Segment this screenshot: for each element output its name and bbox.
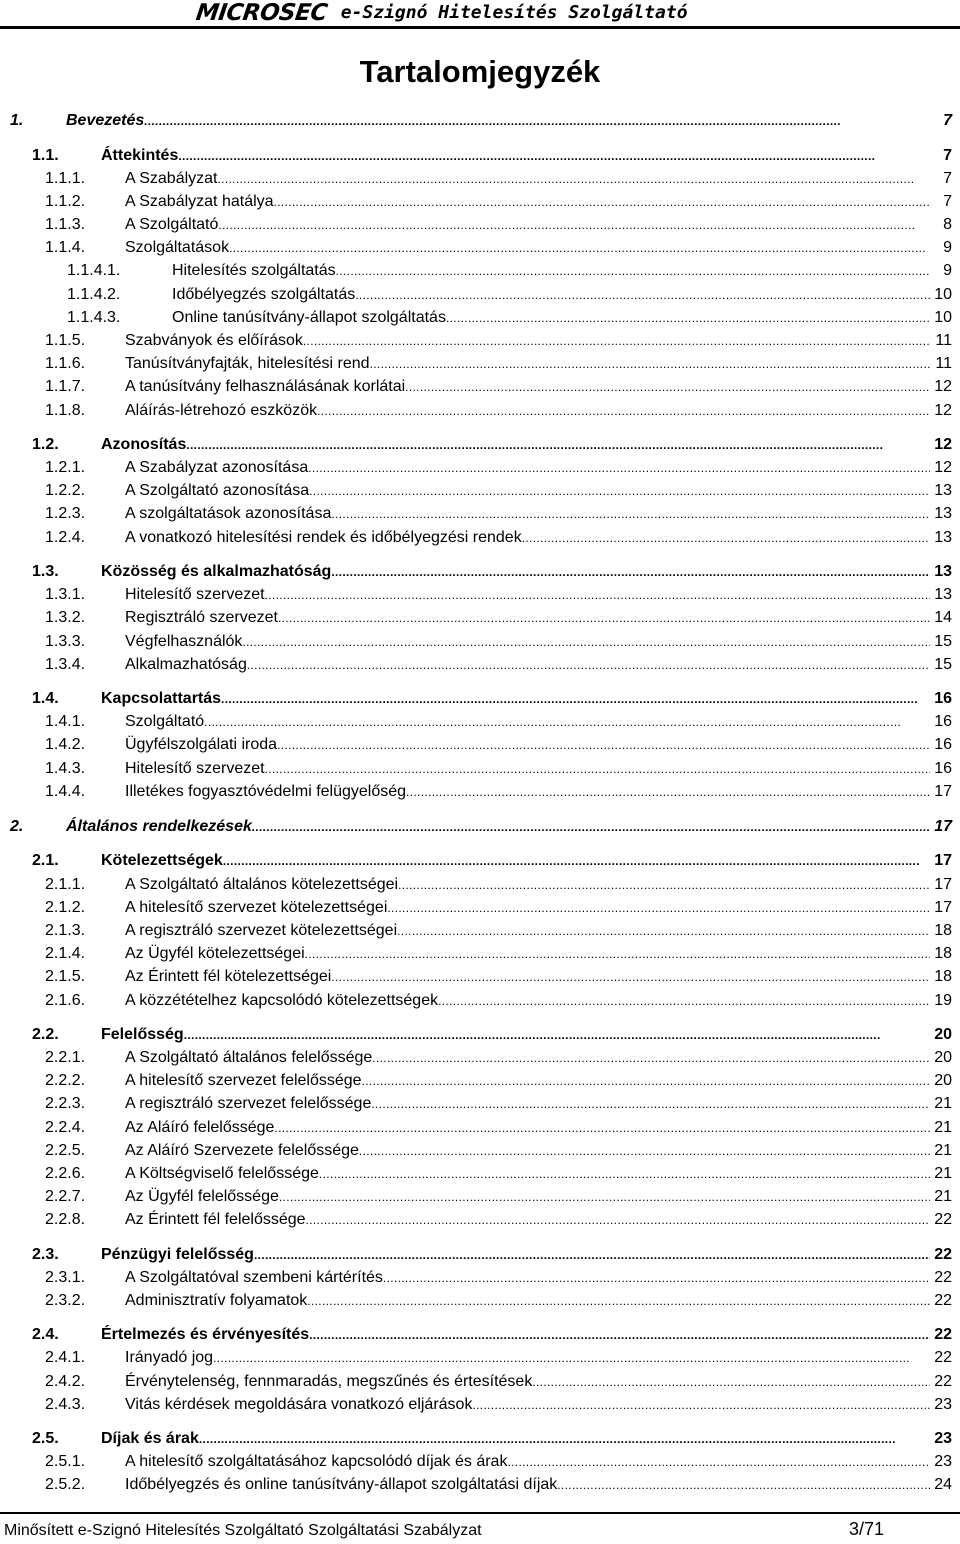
toc-entry[interactable] [0,1209,960,1231]
toc-entry-title: Szolgáltatások [125,239,230,256]
toc-entry-page: 17 [934,876,952,893]
toc-entry-number: 1.3.3. [45,633,86,650]
toc-entry-number: 2.1.1. [45,876,86,893]
toc-entry[interactable] [0,607,960,629]
toc-entry-title: Szabványok és előírások [125,332,303,349]
toc-entry[interactable] [0,168,960,190]
toc-entry[interactable] [0,353,960,375]
toc-entry-page: 12 [934,378,952,395]
toc-dot-leader [279,1186,930,1208]
toc-entry-title: A Szabályzat [125,170,218,187]
toc-dot-leader [331,561,930,583]
toc-entry[interactable] [0,434,960,456]
toc-entry[interactable] [0,897,960,919]
toc-entry[interactable] [0,376,960,398]
toc-entry-title: A Szolgáltató [125,216,219,233]
toc-entry[interactable] [0,457,960,479]
toc-entry-title: A Szabályzat azonosítása [125,459,309,476]
toc-entry[interactable] [0,1371,960,1393]
toc-entry-page: 21 [934,1095,952,1112]
toc-entry-page: 23 [934,1453,952,1470]
toc-entry[interactable] [0,1428,960,1450]
toc-entry-page: 22 [934,1292,952,1309]
toc-entry[interactable] [0,1244,960,1266]
toc-entry-title: Értelmezés és érvényesítés [101,1326,310,1343]
toc-dot-leader [336,260,930,282]
toc-entry-title: Az Érintett fél felelőssége [125,1211,306,1228]
toc-dot-leader [355,284,930,306]
toc-entry-number: 2.5.1. [45,1453,86,1470]
toc-entry-page: 13 [934,482,952,499]
toc-entry-page: 22 [934,1269,952,1286]
toc-entry[interactable] [0,214,960,236]
toc-entry-page: 7 [943,193,952,210]
toc-entry[interactable] [0,654,960,676]
toc-entry-page: 20 [934,1072,952,1089]
toc-entry-title: Alkalmazhatóság [125,656,247,673]
toc-entry[interactable] [0,584,960,606]
toc-entry-title: Bevezetés [66,112,145,129]
toc-dot-leader [144,110,930,132]
toc-entry-title: Az Aláíró felelőssége [125,1119,275,1136]
toc-entry-page: 23 [934,1430,952,1447]
toc-entry-number: 2.1. [32,852,59,869]
toc-entry-page: 20 [934,1049,952,1066]
toc-entry-number: 2.1.5. [45,968,86,985]
toc-entry-title: Az Ügyfél kötelezettségei [125,945,305,962]
toc-dot-leader [242,631,930,653]
toc-entry-title: A Szolgáltató azonosítása [125,482,310,499]
toc-entry-title: Áttekintés [101,147,179,164]
toc-entry-number: 1.2.3. [45,505,86,522]
toc-entry-number: 1.1.3. [45,216,86,233]
toc-entry-number: 2.1.3. [45,922,86,939]
toc-entry-page: 22 [934,1211,952,1228]
toc-entry-title: Tanúsítványfajták, hitelesítési rend [125,355,370,372]
toc-entry-page: 12 [934,436,952,453]
toc-entry-page: 11 [935,332,952,349]
toc-dot-leader [405,376,930,398]
toc-entry[interactable] [0,816,960,838]
toc-entry-title: Szolgáltató [125,713,205,730]
toc-entry[interactable] [0,284,960,306]
toc-entry-number: 1.3.1. [45,586,86,603]
toc-entry-page: 16 [934,713,952,730]
toc-entry-number: 1.1.4.1. [67,262,121,279]
document-title: Tartalomjegyzék [359,54,601,89]
toc-entry[interactable] [0,631,960,653]
toc-entry-number: 2.5.2. [45,1476,86,1493]
toc-entry-page: 13 [934,563,952,580]
toc-entry-page: 21 [934,1188,952,1205]
toc-entry-number: 2.1.2. [45,899,86,916]
toc-entry-page: 24 [934,1476,952,1493]
toc-entry-page: 20 [934,1026,952,1043]
toc-entry[interactable] [0,110,960,132]
toc-entry-page: 21 [934,1119,952,1136]
toc-entry-title: Végfelhasználók [125,633,243,650]
toc-dot-leader [274,191,930,213]
toc-entry-title: A vonatkozó hitelesítési rendek és időbélyegzési rendek [125,529,522,546]
toc-entry-title: Kapcsolattartás [101,690,222,707]
toc-entry-number: 1.4.2. [45,736,86,753]
toc-entry-number: 1.4. [32,690,59,707]
toc-dot-leader [372,1047,930,1069]
header-title: e-Szignó Hitelesítés Szolgáltató [340,2,688,23]
toc-entry[interactable] [0,1047,960,1069]
toc-entry[interactable] [0,1324,960,1346]
toc-entry[interactable] [0,503,960,525]
toc-entry[interactable] [0,307,960,329]
toc-dot-leader [522,527,930,549]
toc-entry-number: 2.2.5. [45,1142,86,1159]
toc-entry-title: Pénzügyi felelősség [101,1246,254,1263]
toc-entry[interactable] [0,1093,960,1115]
toc-entry-page: 13 [934,529,952,546]
toc-entry[interactable] [0,711,960,733]
toc-dot-leader [278,607,930,629]
toc-entry-number: 1. [10,112,24,129]
toc-dot-leader [308,457,930,479]
toc-dot-leader [229,237,930,259]
toc-entry-number: 1.2.4. [45,529,86,546]
toc-dot-leader [383,1267,930,1289]
toc-dot-leader [438,990,930,1012]
toc-entry-title: Időbélyegzés szolgáltatás [172,286,356,303]
toc-entry-number: 1.2.1. [45,459,86,476]
toc-entry-number: 1.1.7. [45,378,86,395]
toc-dot-leader [331,966,930,988]
toc-entry-title: Regisztráló szervezet [125,609,278,626]
toc-entry[interactable] [0,1394,960,1416]
toc-entry-number: 2.1.4. [45,945,86,962]
toc-entry-page: 17 [934,818,952,835]
toc-entry-page: 7 [943,147,952,164]
toc-entry[interactable] [0,330,960,352]
toc-entry-number: 2.4.2. [45,1373,86,1390]
toc-entry-page: 21 [934,1165,952,1182]
toc-entry-page: 16 [934,690,952,707]
toc-entry-number: 2.3. [32,1246,59,1263]
toc-entry[interactable] [0,1140,960,1162]
toc-entry-title: Online tanúsítvány-állapot szolgáltatás [172,309,446,326]
toc-entry-page: 17 [934,783,952,800]
toc-entry[interactable] [0,191,960,213]
toc-dot-leader [184,1024,930,1046]
toc-entry[interactable] [0,400,960,422]
footer-page-number: 3/71 [848,1519,884,1539]
toc-dot-leader [306,1209,930,1231]
toc-entry-page: 10 [934,286,952,303]
toc-entry-number: 1.1.4. [45,239,86,256]
toc-entry-title: A hitelesítő szervezet felelőssége [125,1072,362,1089]
toc-entry-number: 1.1.4.2. [67,286,121,303]
toc-entry-title: Hitelesítő szervezet [125,586,265,603]
toc-dot-leader [213,1347,930,1369]
toc-entry-page: 13 [934,505,952,522]
toc-dot-leader [218,168,931,190]
toc-entry[interactable] [0,850,960,872]
toc-entry-title: Az Ügyfél felelőssége [125,1188,279,1205]
toc-dot-leader [406,781,930,803]
toc-entry[interactable] [0,237,960,259]
toc-entry-title: Kötelezettségek [101,852,223,869]
toc-entry[interactable] [0,1163,960,1185]
toc-entry-page: 7 [943,170,952,187]
toc-entry-title: A Szolgáltató általános felelőssége [125,1049,373,1066]
toc-dot-leader [319,1163,930,1185]
toc-dot-leader [303,330,930,352]
toc-entry-page: 19 [934,992,952,1009]
toc-entry-number: 1.2.2. [45,482,86,499]
toc-entry-page: 14 [934,609,952,626]
toc-entry-number: 2.2.4. [45,1119,86,1136]
toc-dot-leader [370,353,930,375]
toc-entry-title: Általános rendelkezések [66,818,252,835]
toc-entry-title: A hitelesítő szolgáltatásához kapcsolódó díjak és árak [125,1453,508,1470]
toc-entry[interactable] [0,1070,960,1092]
toc-entry-title: Hitelesítés szolgáltatás [172,262,336,279]
toc-entry-number: 2.2.3. [45,1095,86,1112]
toc-entry-number: 2.2.6. [45,1165,86,1182]
toc-entry[interactable] [0,1451,960,1473]
toc-entry[interactable] [0,1024,960,1046]
toc-entry-title: Időbélyegzés és online tanúsítvány-állapot szolgáltatási díjak [125,1476,558,1493]
toc-entry-title: A tanúsítvány felhasználásának korlátai [125,378,406,395]
toc-entry-number: 1.4.3. [45,760,86,777]
toc-entry-title: A hitelesítő szervezet kötelezettségei [125,899,388,916]
toc-entry[interactable] [0,1267,960,1289]
toc-dot-leader [309,1324,930,1346]
toc-entry-title: A szolgáltatások azonosítása [125,505,332,522]
toc-entry-number: 1.3.2. [45,609,86,626]
toc-dot-leader [221,688,930,710]
toc-entry-page: 12 [934,402,952,419]
toc-dot-leader [359,1140,930,1162]
toc-entry-number: 2.4.1. [45,1349,86,1366]
toc-dot-leader [223,850,930,872]
toc-entry-number: 1.4.4. [45,783,86,800]
footer-divider [0,1512,960,1514]
toc-entry-title: A közzétételhez kapcsolódó kötelezettségek [125,992,439,1009]
toc-entry-number: 1.2. [32,436,59,453]
toc-entry[interactable] [0,966,960,988]
toc-entry-page: 22 [934,1373,952,1390]
toc-entry-page: 18 [934,945,952,962]
toc-dot-leader [199,1428,930,1450]
toc-entry-number: 1.3.4. [45,656,86,673]
toc-entry-number: 2.4. [32,1326,59,1343]
toc-entry-number: 1.3. [32,563,59,580]
toc-dot-leader [387,897,930,919]
toc-dot-leader [305,943,930,965]
toc-dot-leader [178,145,930,167]
toc-entry-title: A regisztráló szervezet kötelezettségei [125,922,398,939]
toc-entry-title: Felelősség [101,1026,184,1043]
toc-entry-page: 18 [934,968,952,985]
toc-dot-leader [362,1070,930,1092]
toc-entry-page: 15 [934,656,952,673]
toc-entry[interactable] [0,943,960,965]
toc-entry-number: 2.2.1. [45,1049,86,1066]
toc-entry[interactable] [0,781,960,803]
toc-entry-page: 23 [934,1396,952,1413]
toc-dot-leader [397,920,930,942]
toc-entry-page: 21 [934,1142,952,1159]
toc-dot-leader [307,1290,930,1312]
toc-entry-title: Irányadó jog [125,1349,214,1366]
toc-entry-page: 22 [934,1326,952,1343]
toc-entry[interactable] [0,1186,960,1208]
toc-dot-leader [277,734,930,756]
toc-dot-leader [265,584,930,606]
toc-entry-page: 17 [934,852,952,869]
toc-dot-leader [331,503,930,525]
toc-dot-leader [532,1371,930,1393]
toc-entry-number: 2.1.6. [45,992,86,1009]
toc-dot-leader [218,214,930,236]
toc-entry[interactable] [0,260,960,282]
toc-entry[interactable] [0,1117,960,1139]
toc-entry-page: 9 [943,239,952,256]
toc-entry-page: 18 [934,922,952,939]
toc-dot-leader [472,1394,930,1416]
toc-dot-leader [371,1093,930,1115]
toc-entry-number: 2.2. [32,1026,59,1043]
toc-entry-number: 1.1.4.3. [67,309,121,326]
toc-entry-title: Az Aláíró Szervezete felelőssége [125,1142,359,1159]
toc-entry-page: 16 [934,760,952,777]
toc-entry-number: 2.2.7. [45,1188,86,1205]
toc-entry[interactable] [0,920,960,942]
toc-entry-page: 16 [934,736,952,753]
toc-entry-number: 1.1. [32,147,59,164]
toc-entry-page: 7 [943,112,952,129]
toc-entry-title: Illetékes fogyasztóvédelmi felügyelőség [125,783,407,800]
toc-entry[interactable] [0,527,960,549]
toc-dot-leader [557,1474,930,1496]
toc-dot-leader [274,1117,930,1139]
toc-entry-number: 2.2.8. [45,1211,86,1228]
toc-entry-number: 1.1.8. [45,402,86,419]
toc-entry-title: A Szabályzat hatálya [125,193,274,210]
toc-dot-leader [252,816,930,838]
toc-entry[interactable] [0,688,960,710]
toc-dot-leader [398,874,930,896]
toc-entry-number: 1.4.1. [45,713,86,730]
toc-entry-page: 22 [934,1349,952,1366]
toc-entry-title: Adminisztratív folyamatok [125,1292,308,1309]
toc-entry-title: Azonosítás [101,436,187,453]
toc-entry-number: 2.3.1. [45,1269,86,1286]
toc-entry[interactable] [0,734,960,756]
toc-entry-number: 1.1.2. [45,193,86,210]
toc-entry[interactable] [0,990,960,1012]
toc-dot-leader [186,434,930,456]
footer-document-name: Minősített e-Szignó Hitelesítés Szolgáltató Szolgáltatási Szabályzat [4,1522,482,1539]
toc-entry-page: 12 [934,459,952,476]
toc-entry-number: 2. [10,818,24,835]
toc-entry-number: 2.3.2. [45,1292,86,1309]
company-logo: MICROSEC [194,0,329,26]
toc-dot-leader [446,307,930,329]
toc-dot-leader [309,480,930,502]
toc-entry[interactable] [0,1290,960,1312]
toc-dot-leader [317,400,930,422]
toc-entry-number: 2.4.3. [45,1396,86,1413]
toc-entry-title: Közösség és alkalmazhatóság [101,563,332,580]
toc-entry-number: 1.1.1. [45,170,86,187]
toc-entry-title: A Szolgáltatóval szembeni kártérítés [125,1269,383,1286]
toc-entry[interactable] [0,1347,960,1369]
toc-entry-page: 10 [934,309,952,326]
toc-entry-title: Hitelesítő szervezet [125,760,265,777]
toc-dot-leader [247,654,930,676]
toc-entry-number: 2.2.2. [45,1072,86,1089]
toc-dot-leader [507,1451,930,1473]
toc-entry-title: A Szolgáltató általános kötelezettségei [125,876,399,893]
toc-entry[interactable] [0,1474,960,1496]
toc-entry-title: Díjak és árak [101,1430,199,1447]
toc-entry-title: Vitás kérdések megoldására vonatkozó eljárások [125,1396,473,1413]
toc-entry-title: A regisztráló szervezet felelőssége [125,1095,372,1112]
toc-entry[interactable] [0,758,960,780]
toc-entry-title: Az Érintett fél kötelezettségei [125,968,332,985]
toc-entry-page: 11 [935,355,952,372]
toc-entry-page: 22 [934,1246,952,1263]
toc-entry-page: 8 [943,216,952,233]
toc-entry[interactable] [0,874,960,896]
toc-entry-page: 17 [934,899,952,916]
toc-entry[interactable] [0,480,960,502]
toc-entry-number: 1.1.6. [45,355,86,372]
toc-entry-page: 13 [934,586,952,603]
toc-dot-leader [265,758,930,780]
toc-entry[interactable] [0,145,960,167]
toc-entry-title: Ügyfélszolgálati iroda [125,736,278,753]
toc-entry-title: A Költségviselő felelőssége [125,1165,319,1182]
toc-entry-page: 9 [943,262,952,279]
toc-entry[interactable] [0,561,960,583]
toc-entry-title: Aláírás-létrehozó eszközök [125,402,318,419]
toc-dot-leader [254,1244,930,1266]
toc-entry-number: 1.1.5. [45,332,86,349]
toc-entry-title: Érvénytelenség, fennmaradás, megszűnés és értesítések [125,1373,533,1390]
toc-dot-leader [204,711,930,733]
toc-entry-number: 2.5. [32,1430,59,1447]
toc-entry-page: 15 [934,633,952,650]
